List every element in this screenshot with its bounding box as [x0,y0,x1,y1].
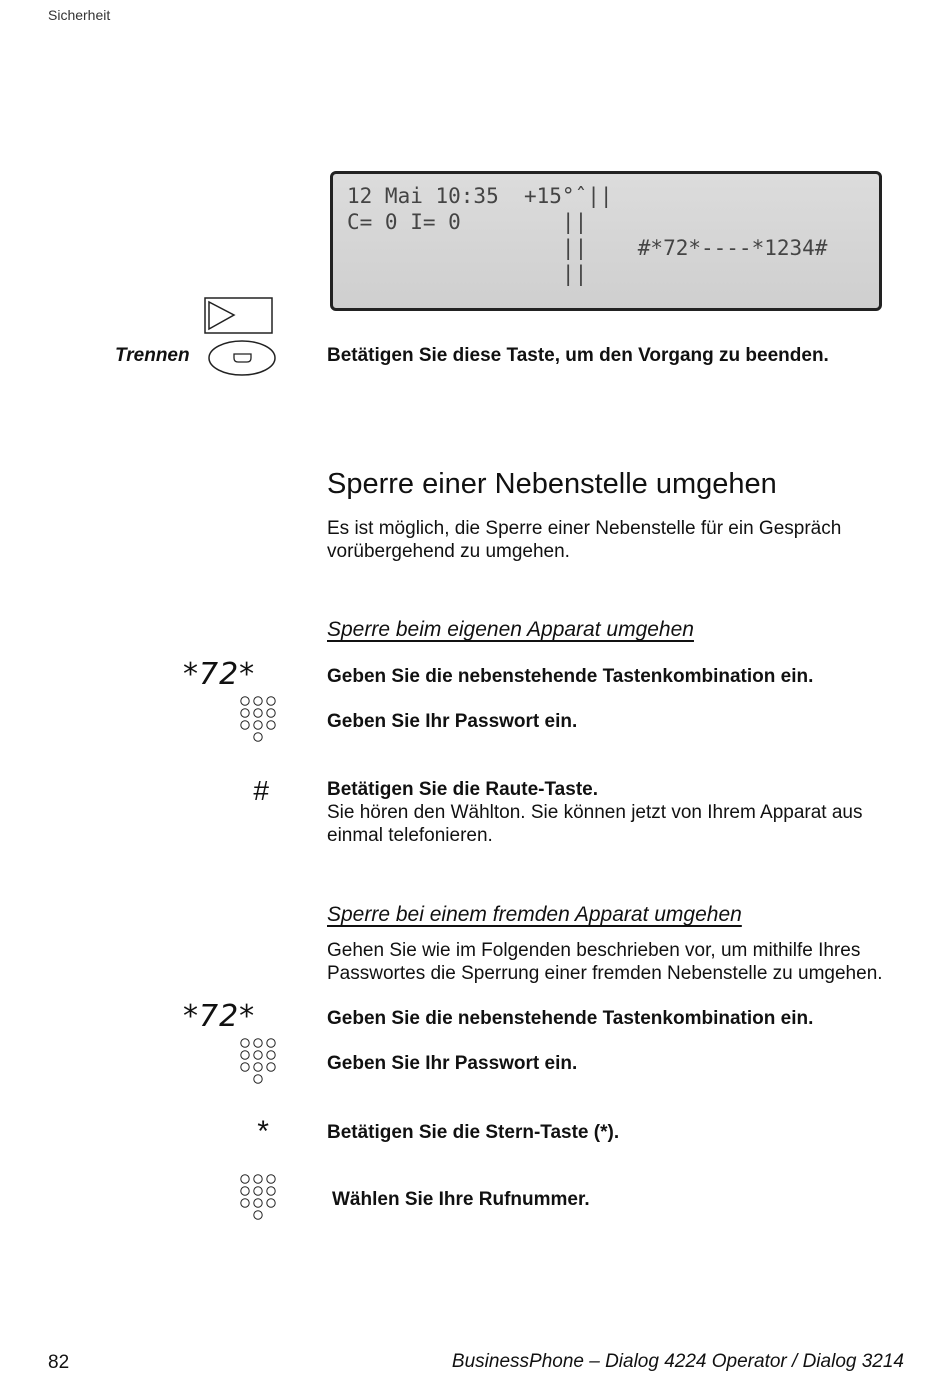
own-step-2: Geben Sie Ihr Passwort ein. [327,711,578,732]
disconnect-label: Trennen [115,345,190,366]
foreign-step-3: Betätigen Sie die Stern-Taste (*). [327,1122,620,1143]
own-subsection-title: Sperre beim eigenen Apparat umgehen [327,618,694,641]
key-combo-72: *72* [183,657,256,692]
disconnect-key-icon [207,339,277,382]
section-intro-line2: vorübergehend zu umgehen. [327,541,570,562]
display-line-3: || #*72*----*1234# [347,236,828,260]
page-header: Sicherheit [48,7,111,23]
hash-key-icon: # [253,775,269,806]
display-line-2: C= 0 I= 0 || [347,210,588,234]
own-step-3-note-line2: einmal telefonieren. [327,825,493,846]
keypad-icon [240,1038,280,1095]
keypad-icon [240,1174,280,1231]
foreign-step-2: Geben Sie Ihr Passwort ein. [327,1053,578,1074]
play-key-icon [204,297,274,340]
foreign-intro-line1: Gehen Sie wie im Folgenden beschrieben vor, um mithilfe Ihres [327,940,861,961]
star-key-icon: * [256,1115,268,1148]
own-step-1: Geben Sie die nebenstehende Tastenkombination ein. [327,666,814,687]
disconnect-instruction: Betätigen Sie diese Taste, um den Vorgang zu beenden. [327,345,829,366]
section-intro-line1: Es ist möglich, die Sperre einer Nebenstelle für ein Gespräch [327,518,842,539]
section-title: Sperre einer Nebenstelle umgehen [327,468,777,500]
display-line-4: || [347,262,588,286]
footer-title: BusinessPhone – Dialog 4224 Operator / Dialog 3214 [451,1351,904,1372]
own-step-3-note-line1: Sie hören den Wählton. Sie können jetzt von Ihrem Apparat aus [327,802,863,823]
keypad-icon [240,696,280,753]
foreign-subsection-title: Sperre bei einem fremden Apparat umgehen [327,903,742,926]
foreign-step-4: Wählen Sie Ihre Rufnummer. [332,1189,590,1210]
foreign-step-1: Geben Sie die nebenstehende Tastenkombination ein. [327,1008,814,1029]
phone-display [330,171,882,311]
foreign-intro-line2: Passwortes die Sperrung einer fremden Nebenstelle zu umgehen. [327,963,883,984]
display-line-1: 12 Mai 10:35 +15°ˆ|| [347,184,613,208]
own-step-3: Betätigen Sie die Raute-Taste. [327,779,598,800]
key-combo-72: *72* [183,999,256,1034]
page-number: 82 [48,1352,70,1373]
